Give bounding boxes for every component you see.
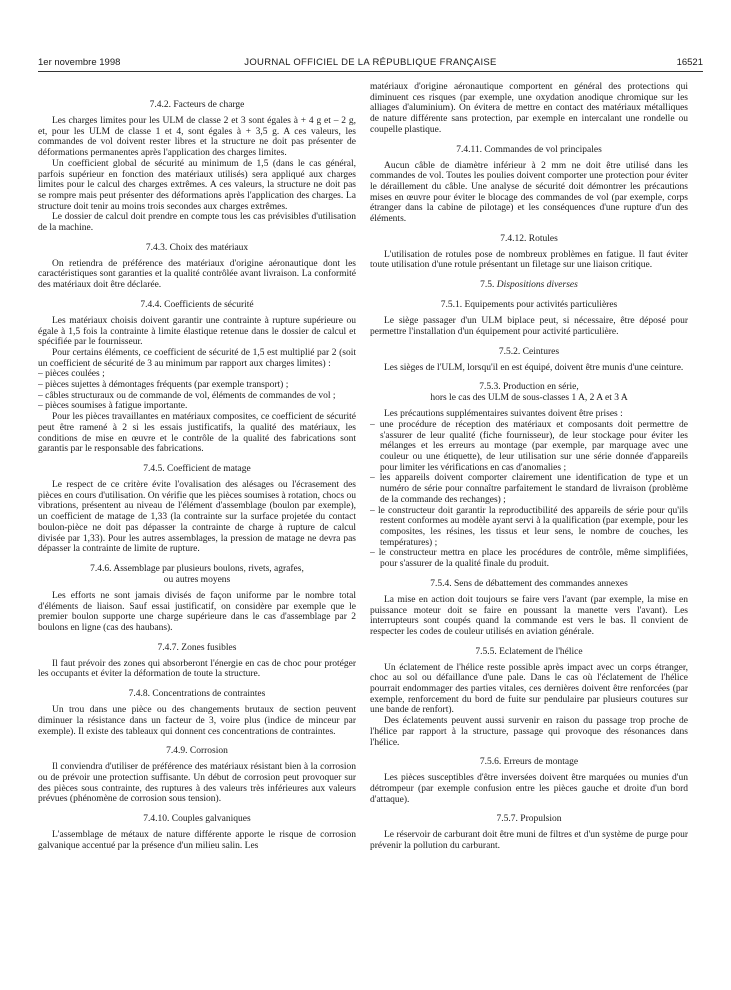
list-item: – une procédure de réception des matériaux et composants doit permettre de s'assurer de leur qualité (fiche fournisseur), de leur stockage pour éviter les mélanges et les erreurs au montage (par exemple, par marquage avec une couleur ou une étiquette), de leur utilisation sur une série donnée d'appareils pour limiter les vérifications en cas d'anomalies ; — [370, 420, 688, 474]
paragraph: Les précautions supplémentaires suivantes doivent être prises : — [384, 409, 623, 420]
paragraph: Des éclatements peuvent aussi survenir en raison du passage trop proche de l'hélice par rapport à la structure, passage qui provoque des résonances dans l'hélice. — [370, 716, 688, 748]
heading-line: 7.5.3. Production en série, — [479, 382, 579, 393]
section-heading: 7.4.11. Commandes de vol principales — [456, 144, 602, 155]
dash-list — [38, 369, 356, 412]
section-heading: 7.4.12. Rotules — [500, 233, 558, 244]
section-heading: 7.5.5. Eclatement de l'hélice — [475, 646, 583, 657]
paragraph: Les sièges de l'ULM, lorsqu'il en est équipé, doivent être munis d'une ceinture. — [384, 362, 684, 373]
heading-line: ou autres moyens — [163, 574, 231, 585]
paragraph: Un éclatement de l'hélice reste possible après impact avec un corps étranger, choc au sol ou défaillance d'une pale. Dans le cas où l'éclatement de l'hélice pourrait endommager des parties vitales, ces dernières doivent être renforcées (par exemple, renforcement du bord de fuite sur pendulaire par plusieurs coutures sur une bande de renfort). — [370, 662, 688, 716]
paragraph: Le respect de ce critère évite l'ovalisation des alésages ou l'écrasement des pièces en cours d'utilisation. On vérifie que les pièces soumises à rotation, chocs ou vibrations, présentent au niveau de l'élément d'assemblage (boulon par exemple), un coefficient de matage de 1,33 (la contrainte sur la surface projetée du contact boulon-pièce ne doit pas dépasser la contrainte de charge à rupture de calcul divisée par 1,33). Pour les autres assemblages, la pression de matage ne devra pas dépasser la contrainte de limite de rupture. — [38, 479, 356, 555]
section-heading: 7.4.7. Zones fusibles — [157, 642, 237, 653]
paragraph: Un coefficient global de sécurité au minimum de 1,5 (dans le cas général, parfois supérieur en fonction des matériaux utilisés) sera appliqué aux charges limites pour le calcul des charges extrêmes. A ces valeurs, la structure ne doit pas se rompre mais peut présenter des déformations après l'application des charges. La structure doit tenir au moins trois secondes aux charges extrêmes. — [38, 158, 356, 212]
list-item: – les appareils doivent comporter clairement une identification de type et un numéro de série pour connaître parfaitement le standard de livraison (problème de la commande des rechanges) ; — [370, 473, 688, 505]
list-item: – câbles structuraux ou de commande de vol, éléments de commandes de vol ; — [38, 391, 356, 402]
section-heading: 7.4.9. Corrosion — [166, 746, 228, 757]
list-item: – pièces soumises à fatigue importante. — [38, 401, 356, 412]
page-header — [38, 57, 703, 71]
journal-title: JOURNAL OFFICIEL DE LA RÉPUBLIQUE FRANÇAISE — [244, 57, 497, 68]
page-number: 16521 — [676, 57, 703, 68]
section-heading — [370, 382, 688, 404]
section-heading: 7.4.2. Facteurs de charge — [149, 100, 245, 110]
list-item: – le constructeur doit garantir la reproductibilité des appareils de série pour qu'ils restent conformes au modèle ayant servi à la qualification (par exemple, pour les composites, les résines, les tissus et leur sens, le nombre de couches, les températures) ; — [370, 506, 688, 549]
section-heading: 7.4.10. Couples galvaniques — [143, 814, 251, 825]
paragraph: Pour les pièces travaillantes en matériaux composites, ce coefficient de sécurité peut être ramené à 2 si les essais justificatifs, la qualité des matériaux, les conditions de mise en œuvre et le contrôle de la qualité des fabrications sont garantis par le responsable des fabrications. — [38, 412, 356, 455]
list-item: – pièces coulées ; — [38, 369, 356, 380]
heading-text: Dispositions diverses — [496, 280, 578, 291]
paragraph: Le réservoir de carburant doit être muni de filtres et d'un système de purge pour prévenir la pollution du carburant. — [370, 830, 688, 852]
paragraph: Le dossier de calcul doit prendre en compte tous les cas prévisibles d'utilisation de la machine. — [38, 212, 356, 234]
section-heading: 7.5.4. Sens de débattement des commandes annexes — [430, 578, 628, 589]
paragraph-continued: matériaux d'origine aéronautique comportent en général des protections qui diminuent ces risques (par exemple, une oxydation anodique chromique sur les alliages d'aluminium). On évitera de mettre en contact des matériaux métalliques de nature différente sans protection, par exemple en intercalant une rondelle ou coupelle plastique. — [370, 82, 688, 135]
issue-date: 1er novembre 1998 — [38, 57, 121, 68]
heading-line: hors le cas des ULM de sous-classes 1 A, 2 A et 3 A — [430, 393, 628, 404]
paragraph: Les matériaux choisis doivent garantir une contrainte à rupture supérieure ou égale à 1,5 fois la contrainte à limite élastique retenue dans le dossier de calcul et spécifiée par le fournisseur. — [38, 315, 356, 348]
paragraph: Aucun câble de diamètre inférieur à 2 mm ne doit être utilisé dans les commandes de vol. Toutes les poulies doivent comporter une protection pour éviter le déraillement du câble. Une analyse de sécurité doit démontrer les précautions mises en œuvre pour éviter le blocage des commandes de vol (par exemple, corps étranger dans la cabine de pilotage) et les conséquences d'une rupture d'un des éléments. — [370, 160, 688, 225]
section-heading — [370, 280, 688, 291]
paragraph: Les charges limites pour les ULM de classe 2 et 3 sont égales à + 4 g et – 2 g, et, pour les ULM de classe 1 et 4, sont égales à + 3,5 g. A ces valeurs, les commandes de vol doivent rester libres et la structure ne doit pas présenter de déformations permanentes après l'application des charges limites. — [38, 116, 356, 159]
section-heading: 7.5.2. Ceintures — [498, 346, 560, 357]
paragraph: Pour certains éléments, ce coefficient de sécurité de 1,5 est multiplié par 2 (soit un coefficient de sécurité de 3 au minimum par rapport aux charges limites) : — [38, 347, 356, 369]
paragraph: L'assemblage de métaux de nature différente apporte le risque de corrosion galvanique accentué par la présence d'un milieu salin. Les — [38, 830, 356, 851]
section-heading: 7.5.1. Equipements pour activités particulières — [440, 300, 618, 311]
section-heading: 7.5.6. Erreurs de montage — [479, 757, 579, 768]
section-heading: 7.4.3. Choix des matériaux — [145, 242, 249, 253]
section-heading: 7.4.8. Concentrations de contraintes — [128, 689, 266, 700]
section-heading: 7.5.7. Propulsion — [496, 814, 562, 825]
paragraph: Un trou dans une pièce ou des changements brutaux de section peuvent diminuer la résistance dans un facteur de 3, voire plus (indice de minceur par exemple). Il existe des tableaux qui donnent ces concentrations de contraintes. — [38, 705, 356, 737]
paragraph: Il conviendra d'utiliser de préférence des matériaux résistant bien à la corrosion ou de prévoir une protection suffisante. Un début de corrosion peut provoquer sur des pièces sous contrainte, des ruptures à des valeurs très inférieures aux valeurs prévues (phénomène de corrosion sous tension). — [38, 762, 356, 805]
section-heading — [38, 564, 356, 586]
paragraph: On retiendra de préférence des matériaux d'origine aéronautique dont les caractéristiques sont garanties et la qualité contrôlée avant livraison. La conformité des matériaux doit être déclarée. — [38, 258, 356, 291]
section-heading: 7.4.5. Coefficient de matage — [143, 463, 251, 474]
section-heading: 7.4.4. Coefficients de sécurité — [140, 299, 254, 310]
heading-number: 7.5. — [480, 280, 495, 291]
header-rule — [38, 71, 703, 72]
paragraph: Il faut prévoir des zones qui absorberont l'énergie en cas de choc pour protéger les occupants et éviter la déformation de toute la structure. — [38, 658, 356, 680]
paragraph: Le siège passager d'un ULM biplace peut, si nécessaire, être déposé pour permettre l'installation d'un équipement pour activité particulière. — [370, 316, 688, 337]
right-column — [370, 82, 688, 987]
left-column — [38, 81, 356, 986]
paragraph: Les efforts ne sont jamais divisés de façon uniforme par le nombre total d'éléments de liaison. Sauf essai justificatif, on considère par exemple que le premier boulon supporte une charge supérieure dans le cas d'assemblage par 2 boulons en ligne (cas des haubans). — [38, 590, 356, 634]
heading-line: 7.4.6. Assemblage par plusieurs boulons, rivets, agrafes, — [90, 563, 304, 574]
paragraph: La mise en action doit toujours se faire vers l'avant (par exemple, la mise en puissance moteur doit se faire en poussant la manette vers l'avant). Les interrupteurs sont coupés quand la commande est vers le bas. Il convient de respecter les codes de couleur utilisés en aviation générale. — [370, 594, 688, 637]
paragraph: L'utilisation de rotules pose de nombreux problèmes en fatigue. Il faut éviter toute utilisation d'une rotule présentant un filetage sur une liaison critique. — [370, 249, 688, 271]
dash-list — [370, 420, 688, 570]
list-item: – pièces sujettes à démontages fréquents (par exemple transport) ; — [38, 380, 356, 391]
list-item: – le constructeur mettra en place les procédures de contrôle, même simplifiées, pour s'assurer de la qualité finale du produit. — [370, 548, 688, 569]
paragraph: Les pièces susceptibles d'être inversées doivent être marquées ou munies d'un détrompeur (par exemple confusion entre les pièces gauche et droite d'un bord d'attaque). — [370, 773, 688, 805]
